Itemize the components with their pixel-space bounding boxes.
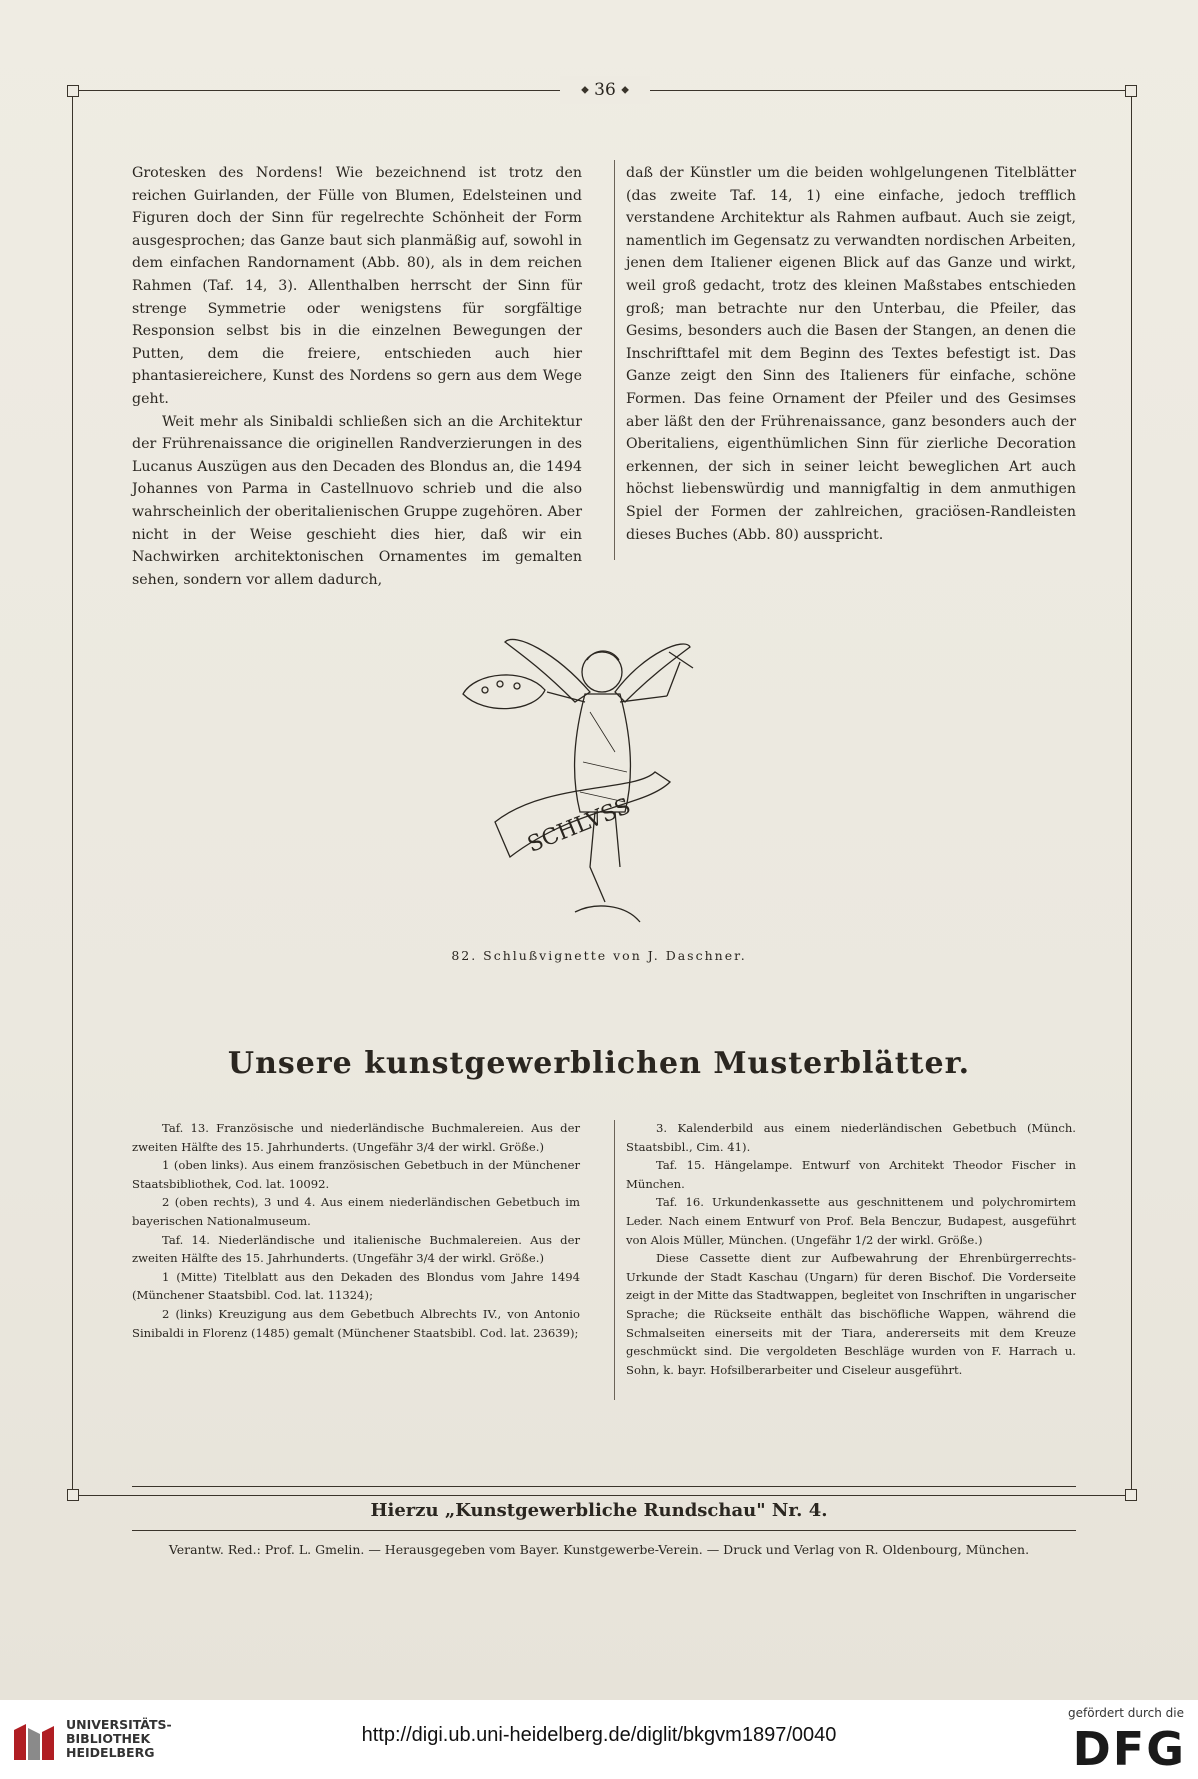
paragraph: Taf. 13. Französische und niederländische Buchmalereien. Aus der zweiten Hälfte des 15. Jahrhunderts. (Ungefähr 3/4 der wirkl. Größe.) bbox=[132, 1121, 580, 1154]
paragraph: Taf. 14. Niederländische und italienische Buchmalereien. Aus der zweiten Hälfte des 15. Jahrhunderts. (Ungefähr 3/4 der wirkl. Größe.) bbox=[132, 1232, 580, 1266]
notes-column-left bbox=[132, 1119, 580, 1342]
column-divider bbox=[614, 160, 615, 560]
paragraph: 2 (links) Kreuzigung aus dem Gebetbuch Albrechts IV., von Antonio Sinibaldi in Florenz (1485) gemalt (Münchener Staatsbibl. Cod. lat. 23639); bbox=[132, 1306, 580, 1340]
notes-divider bbox=[614, 1120, 615, 1400]
paragraph: 1 (Mitte) Titelblatt aus den Dekaden des Blondus vom Jahre 1494 (Münchener Staatsbibl. Cod. lat. 11324); bbox=[132, 1269, 580, 1303]
rule-top bbox=[132, 1486, 1076, 1487]
dfg-logo: DFG bbox=[1072, 1722, 1186, 1776]
permalink[interactable]: http://digi.ub.uni-heidelberg.de/diglit/bkgvm1897/0040 bbox=[361, 1724, 837, 1746]
page-number-band bbox=[560, 76, 650, 104]
arm-right bbox=[620, 696, 667, 702]
rule-bottom bbox=[132, 1530, 1076, 1531]
paragraph: 2 (oben rechts), 3 und 4. Aus einem niederländischen Gebetbuch im bayerischen Nationalmuseum. bbox=[132, 1195, 580, 1228]
page-number: 36 bbox=[594, 80, 616, 100]
notes-column-right bbox=[626, 1119, 1076, 1379]
wing-right bbox=[615, 644, 690, 702]
paragraph: daß der Künstler um die beiden wohlgelungenen Titelblätter (das zweite Taf. 14, 1) eine einfache, jedoch trefflich verstandene Architektur als Rahmen aufbaut. Auch sie zeigt, namentlich im Gegensatz zu verwandten nordischen Arbeiten, jenen dem Italiener eigenen Blick auf das Ganze und wirkt, weil groß gedacht, trotz des kleinen Maßstabes entschieden groß; man betrachte nur den Unterbau, die Pfeiler, das Gesims, besonders auch die Basen der Stangen, an denen die Inschrifttafel mit dem Beginn des Textes befestigt ist. Das Ganze zeigt den Sinn des Italieners für einfache, schöne Formen. Das feine Ornament der Pfeiler und des Gesimses aber läßt den der Frührenaissance, ganz besonders auch der Oberitaliens, eigenthümlichen Sinn für zierliche Decoration erkennen, der sich in seiner leicht beweglichen Art auch höchst liebenswürdig und mannigfaltig in dem anmuthigen Spiel der Formen der zahlreichen, graciösen-Randleisten dieses Buches (Abb. 80) ausspricht. bbox=[626, 165, 1076, 543]
text-column-right bbox=[626, 162, 1076, 546]
frame-corner bbox=[1125, 85, 1137, 97]
figure-caption: 82. Schlußvignette von J. Daschner. bbox=[451, 948, 747, 963]
paragraph: 3. Kalenderbild aus einem niederländischen Gebetbuch (Münch. Staatsbibl., Cim. 41). bbox=[626, 1121, 1076, 1154]
paragraph: Grotesken des Nordens! Wie bezeichnend ist trotz den reichen Guirlanden, der Fülle von Blumen, Edelsteinen und Figuren doch der Sinn für regelrechte Schönheit der Form ausgesprochen; das Ganze baut sich planmäßig auf, sowohl in dem einfachen Randornament (Abb. 80), als in dem reichen Rahmen (Taf. 14, 3). Allenthalben herrscht der Sinn für strenge Symmetrie oder wenigstens für sorgfältige Responsion selbst bis in die einzelnen Bewegungen der Putten, dem die freiere, entschieden auch hier phantasiereichere, Kunst des Nordens so gern aus dem Wege geht. bbox=[132, 165, 582, 407]
supplement-note: Hierzu „Kunstgewerbliche Rundschau" Nr. 4. bbox=[370, 1500, 828, 1521]
frame-corner bbox=[67, 85, 79, 97]
ornament-icon: ◆ bbox=[621, 84, 629, 96]
library-name: UNIVERSITÄTS- BIBLIOTHEK HEIDELBERG bbox=[66, 1717, 172, 1760]
ornament-icon: ◆ bbox=[581, 84, 589, 96]
paragraph: 1 (oben links). Aus einem französischen Gebetbuch in der Münchener Staatsbibliothek, Cod. lat. 10092. bbox=[132, 1158, 580, 1191]
palette bbox=[463, 675, 545, 709]
funder-label: gefördert durch die bbox=[1068, 1706, 1184, 1720]
section-heading: Unsere kunstgewerblichen Musterblätter. bbox=[227, 1046, 971, 1081]
paragraph: Diese Cassette dient zur Aufbewahrung der Ehrenbürgerrechts-Urkunde der Stadt Kaschau (Ungarn) für deren Bischof. Die Vorderseite zeigt in der Mitte das Stadtwappen, begleitet von Inschriften in ungarischer Sprache; die Rückseite enthält das bischöfliche Wappen, während die Schmalseiten einerseits mit der Tiara, andererseits mit dem Kreuze geschmückt sind. Die vergoldeten Beschläge wurden von F. Harrach u. Sohn, k. bayr. Hofsilberarbeiter und Ciseleur ausgeführt. bbox=[626, 1251, 1076, 1377]
text-column-left bbox=[132, 162, 582, 591]
hammer bbox=[667, 652, 693, 696]
putto-vignette bbox=[455, 612, 745, 942]
paragraph: Taf. 15. Hängelampe. Entwurf von Architekt Theodor Fischer in München. bbox=[626, 1158, 1076, 1191]
vignette-banner-text: SCHLVSS bbox=[524, 793, 635, 858]
paragraph: Weit mehr als Sinibaldi schließen sich an die Architektur der Frührenaissance die originellen Randverzierungen in des Lucanus Auszügen aus den Decaden des Blondus an, die 1494 Johannes von Parma in Castellnuovo schrieb und die also wahrscheinlich der oberitalienischen Gruppe zugehören. Aber nicht in der Weise geschieht dies hier, daß wir ein Nachwirken architektonischen Ornamentes im gemalten sehen, sondern vor allem dadurch, bbox=[132, 413, 582, 588]
viewer-footer bbox=[0, 1700, 1198, 1779]
impressum: Verantw. Red.: Prof. L. Gmelin. — Herausgegeben vom Bayer. Kunstgewerbe-Verein. — Druck und Verlag von R. Oldenbourg, München. bbox=[168, 1542, 1030, 1557]
paragraph: Taf. 16. Urkundenkassette aus geschnittenem und polychromirtem Leder. Nach einem Entwurf von Prof. Bela Benczur, Budapest, ausgeführt von Alois Müller, München. (Ungefähr 1/2 der wirkl. Größe.) bbox=[626, 1195, 1076, 1247]
